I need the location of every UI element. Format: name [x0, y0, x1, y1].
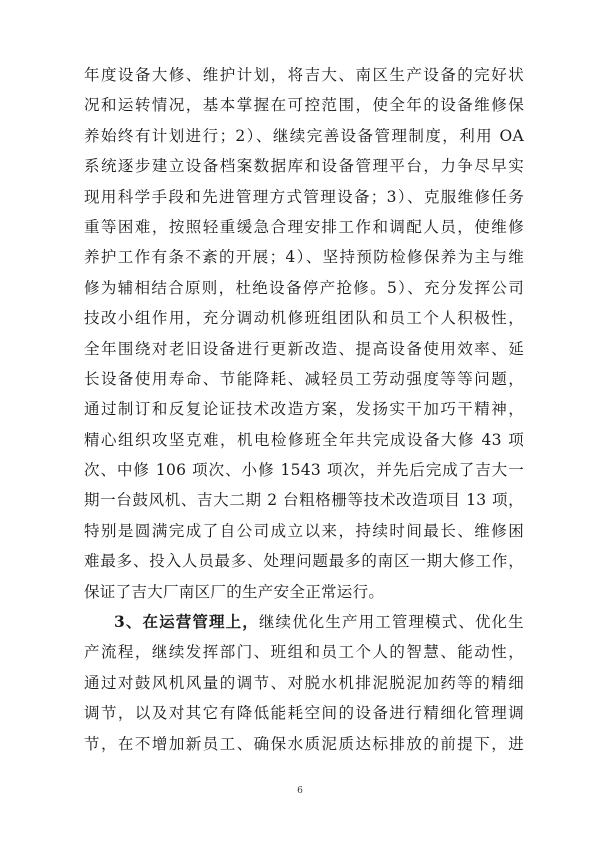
paragraph-equipment-maintenance: [84, 60, 524, 607]
text-line: 技改小组作用，充分调动机修班组团队和员工个人积极性，: [84, 309, 524, 328]
text-line: 况和运转情况，基本掌握在可控范围，使全年的设备维修保: [84, 96, 524, 115]
text-line: 期一台鼓风机、吉大二期 2 台粗格栅等技术改造项目 13 项，: [84, 491, 524, 510]
section-heading: 3、在运营管理上，: [114, 612, 259, 632]
text-line: 节，在不增加新员工、确保水质泥质达标排放的前提下，进: [84, 734, 524, 753]
text-line: 特别是圆满完成了自公司成立以来，持续时间最长、维修困: [84, 521, 524, 540]
text-line: 全年围绕对老旧设备进行更新改造、提高设备使用效率、延: [84, 339, 524, 358]
text-line: 产流程，继续发挥部门、班组和员工个人的智慧、能动性，: [84, 643, 524, 662]
text-line: 重等困难，按照轻重缓急合理安排工作和调配人员，使维修: [84, 217, 524, 236]
text-line-with-heading: [84, 607, 524, 637]
text-line: 养护工作有条不紊的开展；4）、坚持预防检修保养为主与维: [84, 248, 524, 267]
text-line: 难最多、投入人员最多、处理问题最多的南区一期大修工作，: [84, 552, 524, 571]
text-line: 调节，以及对其它有降低能耗空间的设备进行精细化管理调: [84, 704, 524, 723]
text-line: 保证了吉大厂南区厂的生产安全正常运行。: [84, 582, 385, 601]
text-line: 通过对鼓风机风量的调节、对脱水机排泥脱泥加药等的精细: [84, 673, 524, 692]
page-number: 6: [297, 786, 303, 796]
text-line: 通过制订和反复论证技术改造方案，发扬实干加巧干精神，: [84, 400, 524, 419]
text-line: 系统逐步建立设备档案数据库和设备管理平台，力争尽早实: [84, 157, 524, 176]
paragraph-operations-management: [84, 607, 524, 759]
text-line: 次、中修 106 项次、小修 1543 项次，并先后完成了吉大一: [84, 461, 524, 480]
text-line: 养始终有计划进行；2）、继续完善设备管理制度，利用 OA: [84, 126, 524, 145]
text-line: 精心组织攻坚克难，机电检修班全年共完成设备大修 43 项: [84, 430, 524, 449]
body-text: [84, 60, 524, 759]
text-line: 现用科学手段和先进管理方式管理设备；3）、克服维修任务: [84, 187, 524, 206]
text-line: 修为辅相结合原则，杜绝设备停产抢修。5）、充分发挥公司: [84, 278, 524, 297]
heading-line-rest: 继续优化生产用工管理模式、优化生: [258, 613, 524, 632]
text-line: 长设备使用寿命、节能降耗、减轻员工劳动强度等等问题，: [84, 369, 524, 388]
text-line: 年度设备大修、维护计划，将吉大、南区生产设备的完好状: [84, 66, 524, 84]
